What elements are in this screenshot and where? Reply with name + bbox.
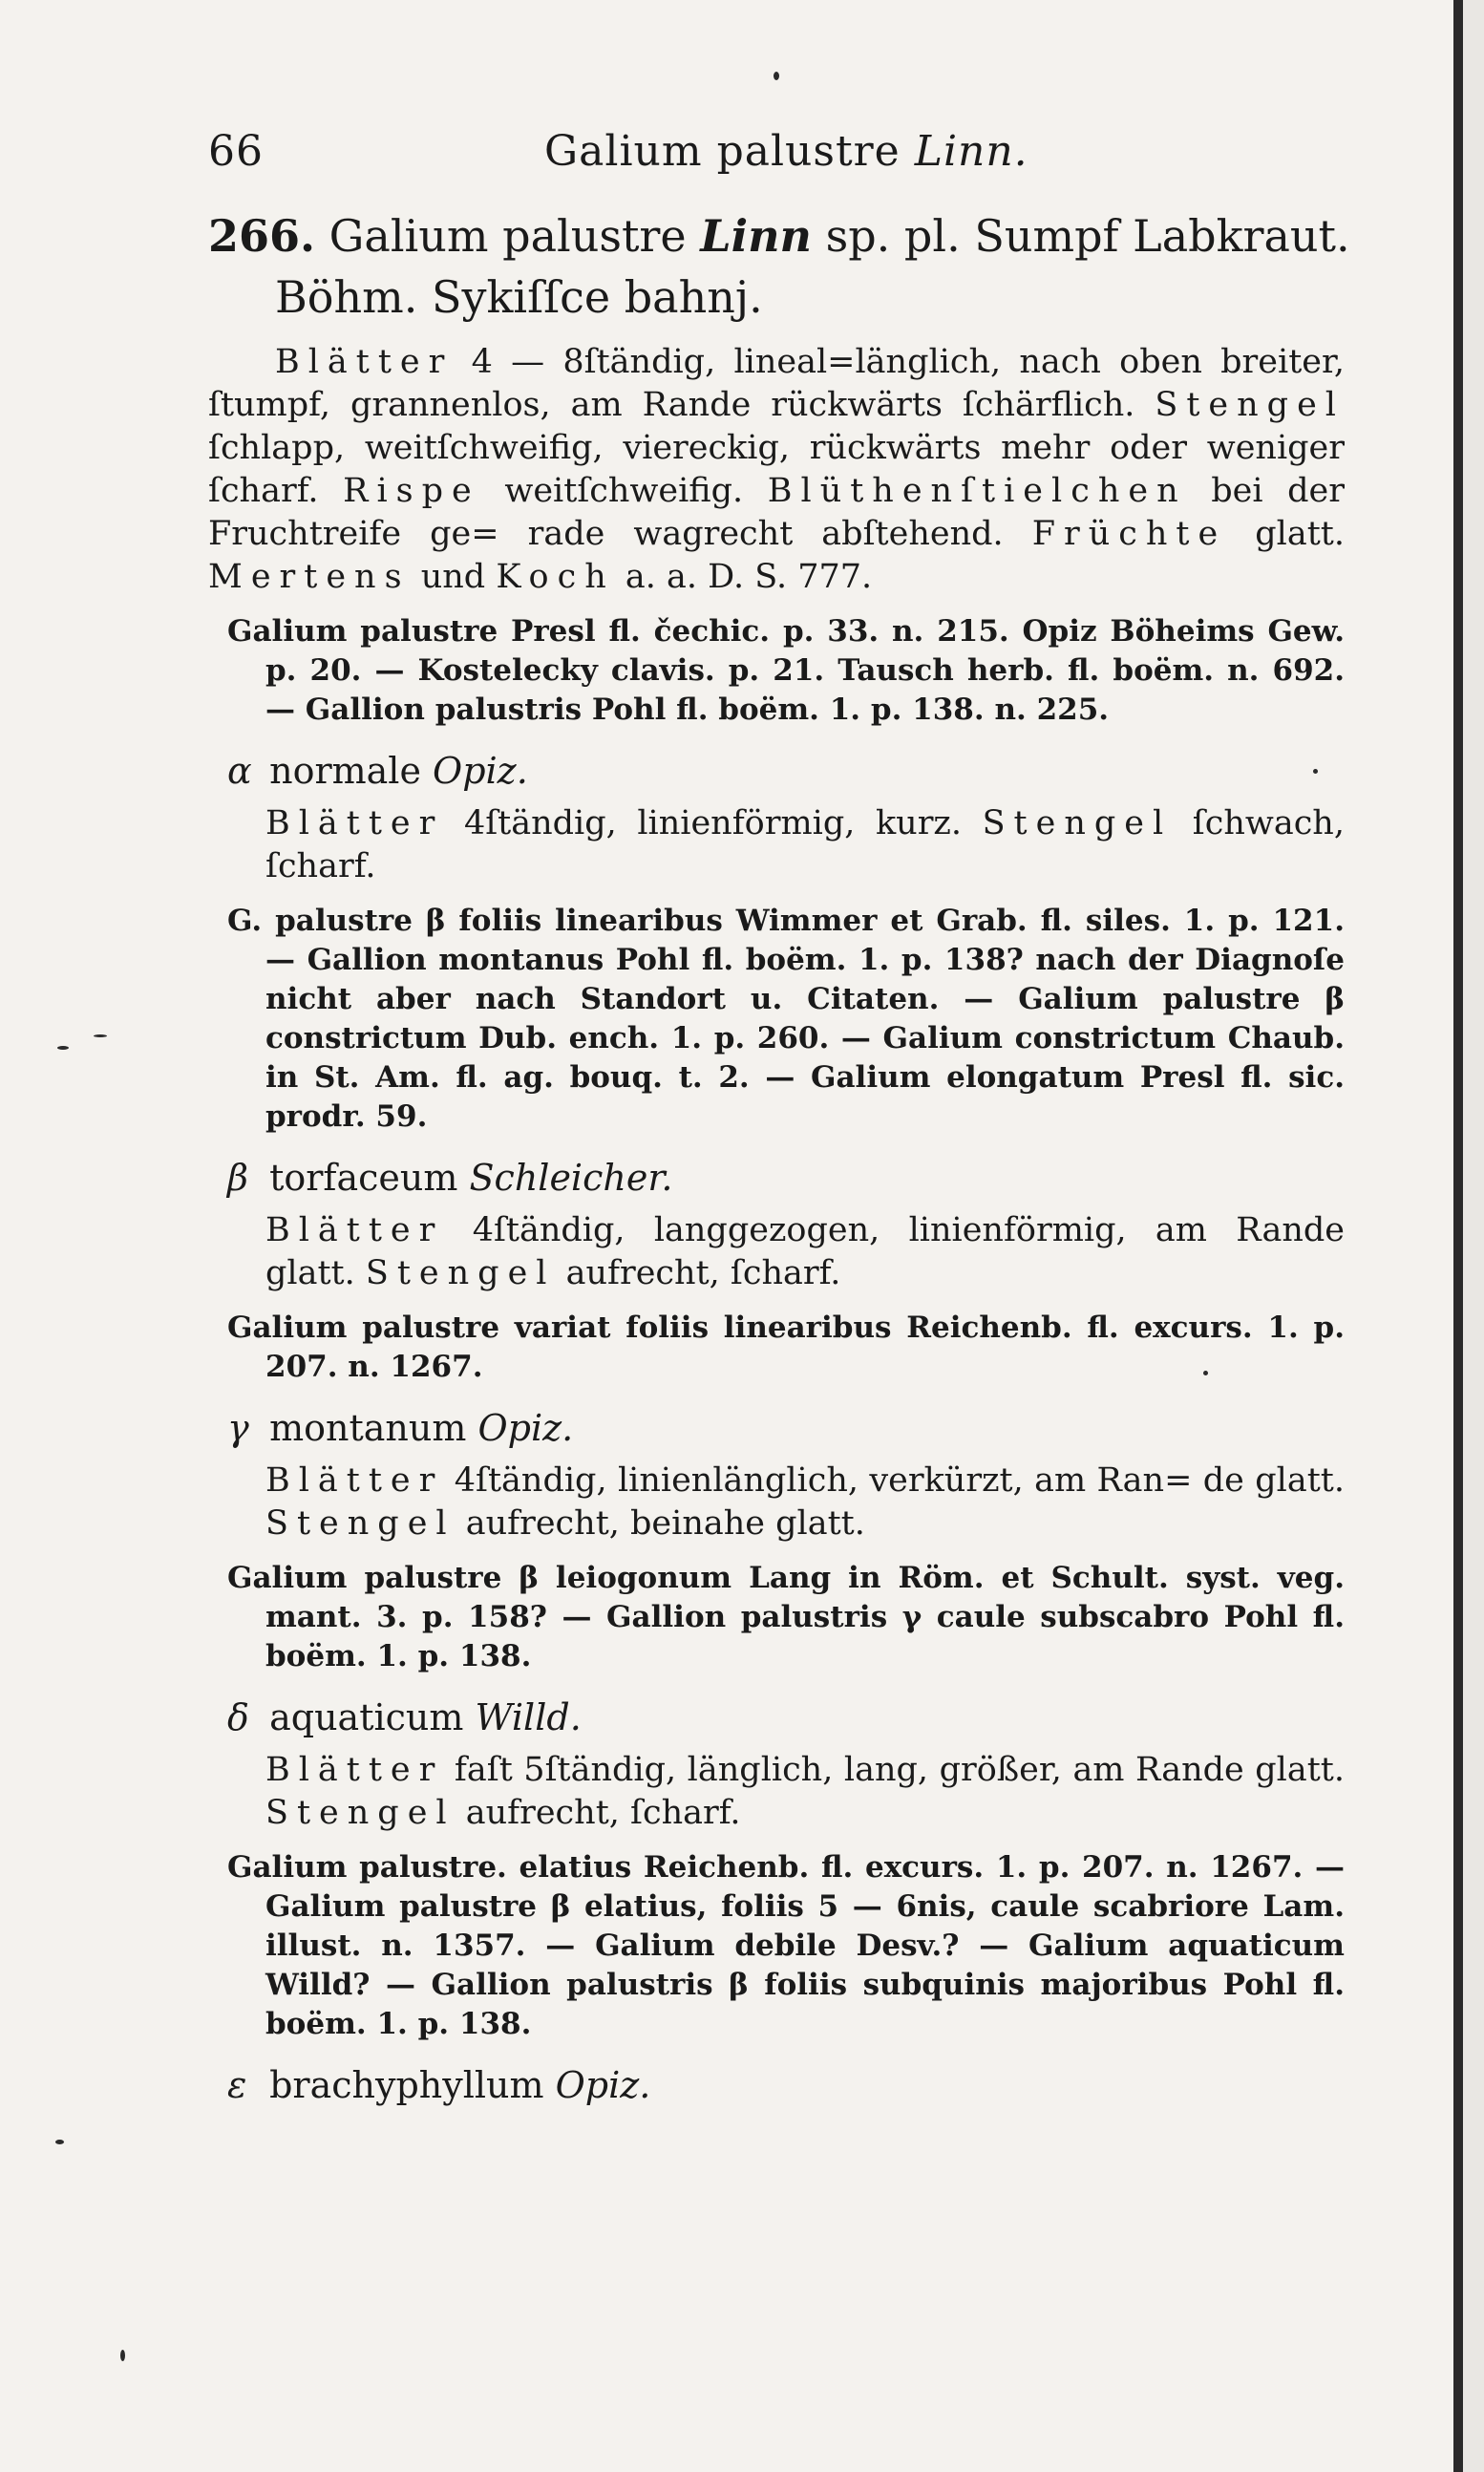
- stengel-text: ſchwach, ſcharf.: [265, 804, 1345, 885]
- blaetter-text: 4ſtändig, linienlänglich, verkürzt, am Ran= de glatt.: [454, 1461, 1345, 1500]
- variety-references-gamma: Galium palustre β leiogonum Lang in Röm. et Schult. syst. veg. mant. 3. p. 158? — Gallion palustris γ caule subscabro Pohl fl. boëm. 1. p. 138.: [227, 1561, 1345, 1673]
- variety-description-delta: [208, 1749, 1345, 1835]
- blaetter-label: Blätter: [265, 1751, 444, 1789]
- species-source: sp. pl.: [825, 210, 961, 262]
- print-speck: [55, 2140, 64, 2144]
- variety-letter: α: [227, 750, 252, 792]
- variety-heading-beta: [208, 1152, 1345, 1204]
- variety-references-beta: Galium palustre variat foliis linearibus Reichenb. fl. excurs. 1. p. 207. n. 1267.: [227, 1311, 1345, 1384]
- blaetter-label: Blätter: [265, 804, 444, 842]
- variety-name: torfaceum: [269, 1157, 458, 1199]
- running-title-name: Galium palustre: [544, 127, 901, 176]
- stengel-text: aufrecht, beinahe glatt.: [465, 1504, 865, 1543]
- variety-letter: ε: [227, 2064, 247, 2106]
- stengel-text: aufrecht, ſcharf.: [465, 1794, 741, 1832]
- blaetter-text: 4ſtändig, langgezogen, linienförmig, am Rande glatt.: [265, 1211, 1345, 1292]
- variety-name: brachyphyllum: [269, 2064, 544, 2106]
- bluethen-label: Blüthenſtielchen: [767, 472, 1187, 510]
- print-speck: [1313, 769, 1318, 774]
- variety-letter: β: [227, 1157, 248, 1199]
- stengel-text: aufrecht, ſcharf.: [565, 1254, 841, 1292]
- und-text: und: [420, 558, 486, 596]
- species-german-name: Sumpf Labkraut.: [974, 210, 1350, 262]
- variety-heading-delta: [208, 1692, 1345, 1743]
- variety-author: Opiz.: [555, 2064, 651, 2106]
- page-number: 66: [208, 127, 264, 176]
- species-number: 266.: [208, 210, 316, 262]
- binding-shadow: [1453, 0, 1463, 2472]
- print-speck: [1203, 1371, 1208, 1375]
- variety-heading-gamma: [208, 1402, 1345, 1454]
- variety-heading-epsilon: [208, 2059, 1345, 2111]
- variety-references-alpha: G. palustre β foliis linearibus Wimmer et Grab. fl. siles. 1. p. 121. — Gallion montanus Pohl fl. boëm. 1. p. 138? nach der Diagnoſe nicht aber nach Standort u. Citaten. — Galium palustre β constrictum Dub. ench. 1. p. 260. — Galium constrictum Chaub. in St. Am. fl. ag. bouq. t. 2. — Galium elongatum Presl fl. sic. prodr. 59.: [227, 904, 1345, 1134]
- variety-heading-alpha: [208, 745, 1345, 797]
- running-title: [544, 118, 1028, 185]
- variety-name: aquaticum: [269, 1696, 464, 1738]
- print-speck: [94, 1034, 107, 1037]
- print-speck: [120, 2350, 125, 2361]
- stengel-label: Stengel: [265, 1794, 456, 1832]
- stengel-label: Stengel: [365, 1254, 556, 1292]
- blaetter-label: Blätter: [265, 1211, 444, 1249]
- blaetter-text: faſt 5ſtändig, länglich, lang, größer, am Rande glatt.: [454, 1751, 1345, 1789]
- species-heading: [208, 205, 1350, 266]
- rispe-text: weitſchweifig.: [504, 472, 744, 510]
- variety-references-delta: Galium palustre. elatius Reichenb. fl. excurs. 1. p. 207. n. 1267. — Galium palustre β elatius, foliis 5 — 6nis, caule scabriore Lam. illust. n. 1357. — Galium debile Desv.? — Galium aquaticum Willd? — Gallion palustris β foliis subquinis majoribus Pohl fl. boëm. 1. p. 138.: [227, 1850, 1345, 2041]
- stengel-text: ſchlapp, weitſchweifig, viereckig, rückwärts mehr oder weniger ſcharf.: [208, 429, 1345, 510]
- synonym-references: Galium palustre Presl fl. čechic. p. 33. n. 215. Opiz Böheims Gew. p. 20. — Kostelecky clavis. p. 21. Tausch herb. fl. boëm. n. 692. — Gallion palustris Pohl fl. boëm. 1. p. 138. n. 225.: [227, 614, 1345, 727]
- variety-author: Schleicher.: [469, 1157, 673, 1199]
- running-title-author: Linn.: [914, 127, 1028, 176]
- species-name: Galium palustre: [329, 210, 687, 262]
- blaetter-label: Blätter: [265, 1461, 444, 1500]
- variety-description-alpha: [208, 802, 1345, 888]
- page-content: [208, 205, 1350, 2111]
- print-speck: [57, 1046, 69, 1050]
- koch-label: Koch: [496, 558, 615, 596]
- description-citation: a. a. D. S. 777.: [625, 558, 873, 596]
- page-header: [208, 118, 1325, 185]
- variety-author: Willd.: [475, 1696, 582, 1738]
- stengel-label: Stengel: [982, 804, 1173, 842]
- fruechte-text: glatt.: [1255, 515, 1345, 553]
- variety-name: montanum: [269, 1407, 467, 1449]
- mertens-label: Mertens: [208, 558, 411, 596]
- bluethen-text: bei der Fruchtreife ge= rade wagrecht abſtehend.: [208, 472, 1345, 553]
- blaetter-label: Blätter: [275, 343, 454, 381]
- variety-name: normale: [269, 750, 421, 792]
- variety-description-gamma: [208, 1460, 1345, 1545]
- variety-description-beta: [208, 1209, 1345, 1295]
- rispe-label: Rispe: [343, 472, 480, 510]
- variety-author: Opiz.: [433, 750, 528, 792]
- page-edge: [1463, 0, 1484, 2472]
- stengel-label: Stengel: [1155, 386, 1345, 424]
- variety-letter: γ: [227, 1407, 249, 1449]
- stengel-label: Stengel: [265, 1504, 456, 1543]
- species-author: Linn: [700, 210, 812, 262]
- variety-author: Opiz.: [477, 1407, 574, 1449]
- blaetter-text: 4 — 8ſtändig, lineal=länglich, nach oben breiter, ſtumpf, grannenlos, am Rande rückwärts ſchärflich.: [208, 343, 1345, 424]
- print-speck: [774, 72, 779, 80]
- species-bohemian-name: Böhm. Sykiſſce bahnj.: [275, 271, 763, 323]
- variety-letter: δ: [227, 1696, 249, 1738]
- blaetter-text: 4ſtändig, linienförmig, kurz.: [463, 804, 962, 842]
- species-description: [208, 341, 1345, 599]
- fruechte-label: Früchte: [1031, 515, 1227, 553]
